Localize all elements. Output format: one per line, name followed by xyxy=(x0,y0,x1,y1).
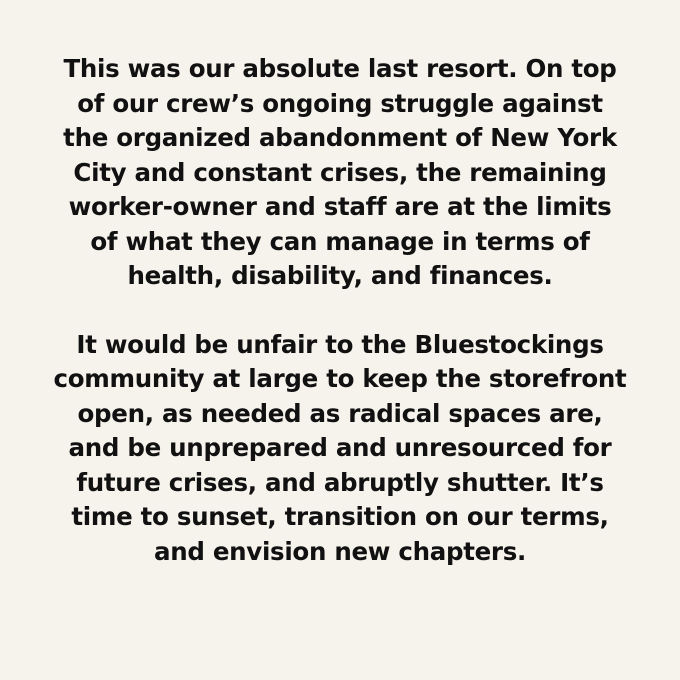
statement-paragraph-2 xyxy=(30,328,650,570)
paragraph-1-line-4: City and constant crises, the remaining xyxy=(73,157,607,187)
paragraph-1-line-5: worker-owner and staff are at the limits xyxy=(68,192,612,221)
paragraph-2-line-7: and envision new chapters. xyxy=(153,536,526,566)
paragraph-2-line-2: community at large to keep the storefront xyxy=(53,364,627,393)
paragraph-2-line-1: It would be unfair to the Bluestockings xyxy=(76,329,604,359)
paragraph-1-line-6: of what they can manage in terms of xyxy=(90,226,590,256)
paragraph-2-line-5: future crises, and abruptly shutter. It’s xyxy=(76,467,604,497)
paragraph-1-line-3: the organized abandonment of New York xyxy=(63,123,617,152)
paragraph-1-line-1: This was our absolute last resort. On top xyxy=(63,54,617,83)
paragraph-2-line-6: time to sunset, transition on our terms, xyxy=(71,502,609,531)
paragraph-2-line-4: and be unprepared and unresourced for xyxy=(68,433,612,462)
paragraph-1-line-7: health, disability, and finances. xyxy=(127,261,553,290)
statement-paragraph-1 xyxy=(30,52,650,294)
paragraph-1-line-2: of our crew’s ongoing struggle against xyxy=(77,88,603,118)
paragraph-2-line-3: open, as needed as radical spaces are, xyxy=(77,398,603,428)
